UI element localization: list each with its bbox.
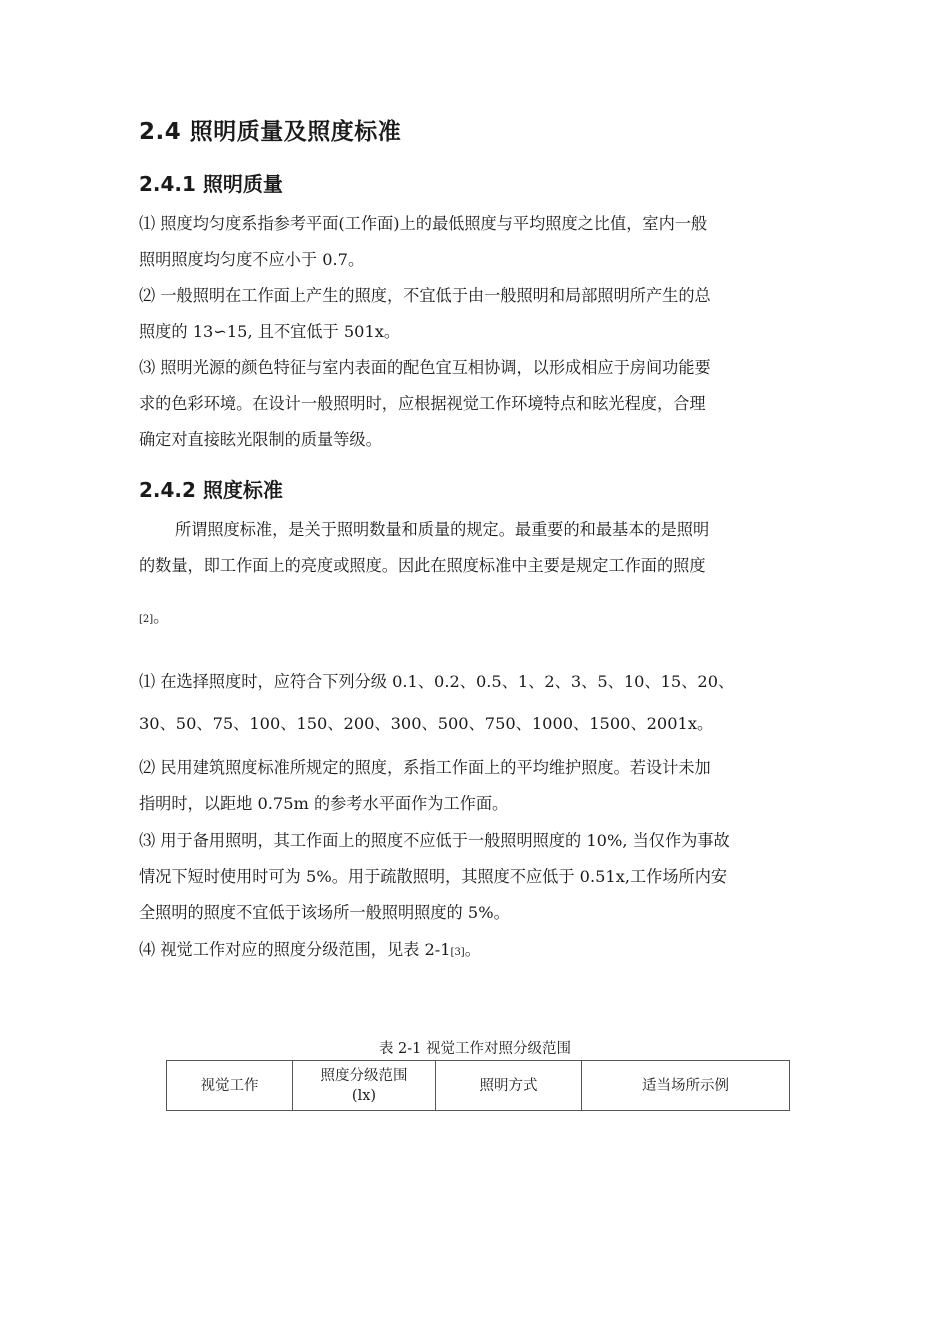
quality-item-1: ⑴ 照度均匀度系指参考平面(工作面)上的最低照度与平均照度之比值，室内一般 照明照度均匀度不应小于 0.7。 bbox=[139, 214, 708, 269]
table-caption: 表 2-1 视觉工作对照分级范围 bbox=[378, 1041, 572, 1057]
standard-item-4: ⑷ 视觉工作对应的照度分级范围，见表 2-1[3]。 bbox=[139, 940, 481, 959]
quality-item-2: ⑵ 一般照明在工作面上产生的照度，不宜低于由一般照明和局部照明所产生的总 照度的 13∽15, 且不宜低于 501x。 bbox=[139, 286, 711, 341]
header-illuminance-range: 照度分级范围 (lx) bbox=[293, 1061, 436, 1111]
illuminance-table bbox=[166, 1060, 790, 1111]
citation-ref-2: [2] bbox=[139, 614, 154, 625]
subsection-title-standard: 2.4.2 照度标准 bbox=[139, 478, 283, 502]
quality-item-3: ⑶ 照明光源的颜色特征与室内表面的配色宜互相协调，以形成相应于房间功能要 求的色彩环境。在设计一般照明时，应根据视觉工作环境特点和眩光程度，合理 确定对直接眩光限制的质量等级。 bbox=[139, 358, 711, 449]
section-title: 2.4 照明质量及照度标准 bbox=[139, 119, 402, 145]
header-example-places: 适当场所示例 bbox=[582, 1061, 790, 1111]
subsection-title-quality: 2.4.1 照明质量 bbox=[139, 172, 283, 196]
header-lighting-method: 照明方式 bbox=[436, 1061, 582, 1111]
standard-intro: 所谓照度标准，是关于照明数量和质量的规定。最重要的和最基本的是照明 的数量，即工作面上的亮度或照度。因此在照度标准中主要是规定工作面的照度 bbox=[139, 520, 710, 575]
citation-ref-3: [3] bbox=[450, 947, 465, 958]
standard-intro-citation: [2]。 bbox=[139, 607, 170, 626]
table-header-row bbox=[167, 1061, 790, 1111]
header-visual-work: 视觉工作 bbox=[167, 1061, 293, 1111]
standard-item-1: ⑴ 在选择照度时，应符合下列分级 0.1、0.2、0.5、1、2、3、5、10、15、20、 30、50、75、100、150、200、300、500、750、1000、1500、2001x。 bbox=[139, 672, 735, 733]
standard-item-2: ⑵ 民用建筑照度标准所规定的照度，系指工作面上的平均维护照度。若设计未加 指明时，以距地 0.75m 的参考水平面作为工作面。 bbox=[139, 758, 711, 813]
standard-item-3: ⑶ 用于备用照明，其工作面上的照度不应低于一般照明照度的 10%, 当仅作为事故 情况下短时使用时可为 5%。用于疏散照明，其照度不应低于 0.51x,工作场所内安 全照明的照度不宜低于该场所一般照明照度的 5%。 bbox=[139, 831, 730, 922]
